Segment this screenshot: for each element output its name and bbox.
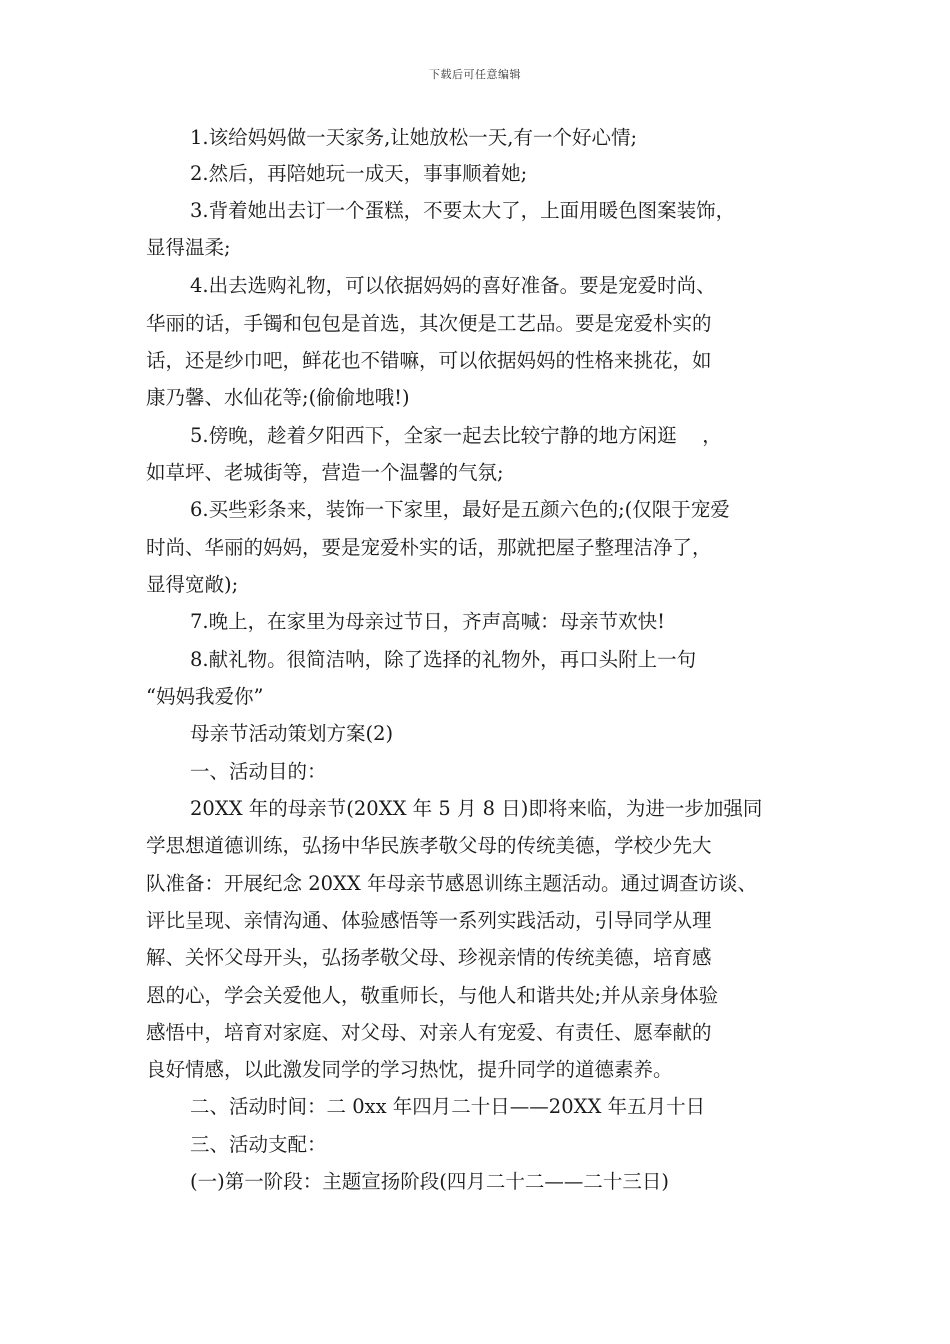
section-heading: (一)第一阶段：主题宣扬阶段(四月二十二——二十三日) <box>190 1170 669 1193</box>
section-heading: 一、活动目的： <box>190 760 327 783</box>
text-line: 6.买些彩条来，装饰一下家里，最好是五颜六色的;(仅限于宠爱 <box>190 498 730 521</box>
text-line: “妈妈我爱你” <box>146 685 264 708</box>
text-line: 如草坪、老城街等，营造一个温馨的气氛; <box>146 461 504 484</box>
text-line: 20XX 年的母亲节(20XX 年 5 月 8 日)即将来临，为进一步加强同 <box>190 797 763 820</box>
text-line: 8.献礼物。很简洁呐，除了选择的礼物外，再口头附上一句 <box>190 648 697 671</box>
text-line: 显得宽敞); <box>146 573 239 596</box>
text-line: 显得温柔; <box>146 236 231 259</box>
text-line: 7.晚上，在家里为母亲过节日，齐声高喊：母亲节欢快! <box>190 610 665 633</box>
text-line: 恩的心，学会关爱他人，敬重师长，与他人和谐共处;并从亲身体验 <box>146 984 719 1007</box>
text-line: 解、关怀父母开头，弘扬孝敬父母、珍视亲情的传统美德，培育感 <box>146 946 712 969</box>
section-heading: 三、活动支配： <box>190 1133 327 1156</box>
text-line: 学思想道德训练，弘扬中华民族孝敬父母的传统美德，学校少先大 <box>146 834 712 857</box>
page-header: 下载后可任意编辑 <box>429 68 521 81</box>
text-line: 队准备：开展纪念 20XX 年母亲节感恩训练主题活动。通过调查访谈、 <box>146 872 757 895</box>
text-line: 时尚、华丽的妈妈，要是宠爱朴实的话，那就把屋子整理洁净了， <box>146 536 712 559</box>
text-line: 评比呈现、亲情沟通、体验感悟等一系列实践活动，引导同学从理 <box>146 909 712 932</box>
text-line: 话，还是纱巾吧，鲜花也不错嘛，可以依据妈妈的性格来挑花，如 <box>146 349 712 372</box>
text-line: 1.该给妈妈做一天家务,让她放松一天,有一个好心情; <box>190 126 638 149</box>
section-heading: 二、活动时间：二 0xx 年四月二十日——20XX 年五月十日 <box>190 1095 706 1118</box>
text-line: 良好情感，以此激发同学的学习热忱，提升同学的道德素养。 <box>146 1058 673 1081</box>
text-line: 感悟中，培育对家庭、对父母、对亲人有宠爱、有责任、愿奉献的 <box>146 1021 712 1044</box>
text-line: 4.出去选购礼物，可以依据妈妈的喜好准备。要是宠爱时尚、 <box>190 274 716 297</box>
text-line: 2.然后，再陪她玩一成天，事事顺着她; <box>190 162 528 185</box>
text-line: 3.背着她出去订一个蛋糕，不要太大了，上面用暖色图案装饰， <box>190 199 736 222</box>
text-line: 5.傍晚，趁着夕阳西下，全家一起去比较宁静的地方闲逛 ， <box>190 424 722 447</box>
section-title: 母亲节活动策划方案(2) <box>190 722 394 745</box>
text-line: 康乃馨、水仙花等;(偷偷地哦!) <box>146 386 410 409</box>
text-line: 华丽的话，手镯和包包是首选，其次便是工艺品。要是宠爱朴实的 <box>146 312 712 335</box>
